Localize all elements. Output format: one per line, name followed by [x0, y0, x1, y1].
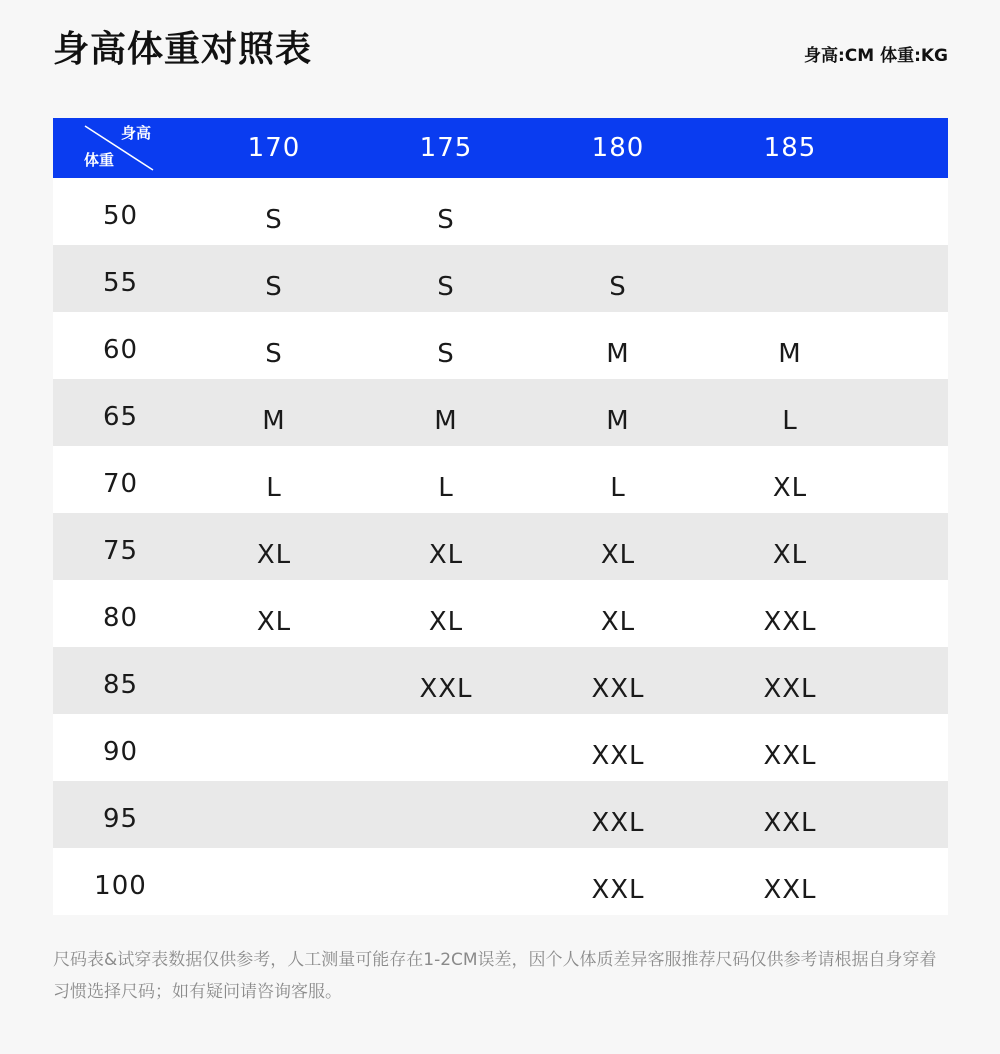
size-cell: XL: [256, 607, 292, 637]
size-cell: S: [437, 205, 455, 235]
table-row: [53, 513, 948, 580]
size-cell: XXL: [763, 607, 817, 637]
weight-cell: 75: [102, 536, 139, 566]
size-cell: [360, 781, 532, 848]
size-cell: XL: [772, 540, 808, 570]
page-title: 身高体重对照表: [53, 29, 313, 70]
table-row: [53, 781, 948, 848]
size-cell: XL: [600, 607, 636, 637]
size-cell: [188, 848, 360, 915]
size-cell: XXL: [591, 808, 645, 838]
size-cell: [704, 245, 876, 312]
table-row: [53, 580, 948, 647]
size-cell: M: [606, 339, 630, 369]
table-row: [53, 245, 948, 312]
weight-cell: 60: [102, 335, 139, 365]
size-cell: L: [782, 406, 798, 436]
weight-cell: 95: [102, 804, 139, 834]
size-cell: S: [437, 339, 455, 369]
table-row: [53, 848, 948, 915]
weight-cell: 50: [102, 201, 139, 231]
size-cell: [360, 714, 532, 781]
size-cell: L: [438, 473, 454, 503]
size-cell: XL: [428, 540, 464, 570]
weight-cell: 100: [94, 871, 147, 901]
size-cell: XL: [600, 540, 636, 570]
weight-cell: 80: [102, 603, 139, 633]
size-cell: M: [434, 406, 458, 436]
size-cell: [704, 178, 876, 245]
size-chart-table: [53, 118, 948, 915]
disclaimer-text: 尺码表&试穿表数据仅供参考，人工测量可能存在1-2CM误差，因个人体质差异客服推荐尺码仅供参考请根据自身穿着习惯选择尺码；如有疑问请咨询客服。: [53, 950, 937, 1002]
size-cell: S: [265, 339, 283, 369]
size-cell: [188, 714, 360, 781]
size-cell: L: [610, 473, 626, 503]
unit-note: 身高:CM 体重:KG: [803, 46, 948, 66]
size-cell: M: [262, 406, 286, 436]
size-cell: XXL: [763, 674, 817, 704]
table-row: [53, 312, 948, 379]
size-cell: XL: [428, 607, 464, 637]
height-header-cell: 170: [247, 133, 301, 163]
table-row: [53, 379, 948, 446]
corner-height-label: 身高: [121, 124, 152, 142]
size-cell: XL: [256, 540, 292, 570]
size-cell: S: [265, 205, 283, 235]
size-cell: S: [609, 272, 627, 302]
corner-weight-label: 体重: [84, 151, 115, 169]
weight-cell: 85: [102, 670, 139, 700]
size-cell: [188, 781, 360, 848]
table-row: [53, 647, 948, 714]
height-header-cell: 180: [591, 133, 645, 163]
weight-cell: 70: [102, 469, 139, 499]
table-row: [53, 446, 948, 513]
size-cell: XXL: [591, 674, 645, 704]
size-cell: [532, 178, 704, 245]
size-cell: XXL: [763, 741, 817, 771]
size-cell: XXL: [591, 741, 645, 771]
size-cell: XXL: [591, 875, 645, 905]
size-cell: XL: [772, 473, 808, 503]
size-cell: XXL: [763, 875, 817, 905]
corner-header-cell: [53, 118, 188, 178]
weight-cell: 65: [102, 402, 139, 432]
table-header: [53, 118, 948, 178]
size-cell: S: [265, 272, 283, 302]
table-row: [53, 178, 948, 245]
size-cell: [188, 647, 360, 714]
size-cell: S: [437, 272, 455, 302]
size-cell: M: [606, 406, 630, 436]
size-cell: L: [266, 473, 282, 503]
height-header-cell: 185: [763, 133, 817, 163]
size-cell: XXL: [419, 674, 473, 704]
height-header-cell: 175: [419, 133, 473, 163]
size-cell: [360, 848, 532, 915]
table-row: [53, 714, 948, 781]
weight-cell: 90: [102, 737, 139, 767]
weight-cell: 55: [102, 268, 139, 298]
size-cell: XXL: [763, 808, 817, 838]
size-cell: M: [778, 339, 802, 369]
